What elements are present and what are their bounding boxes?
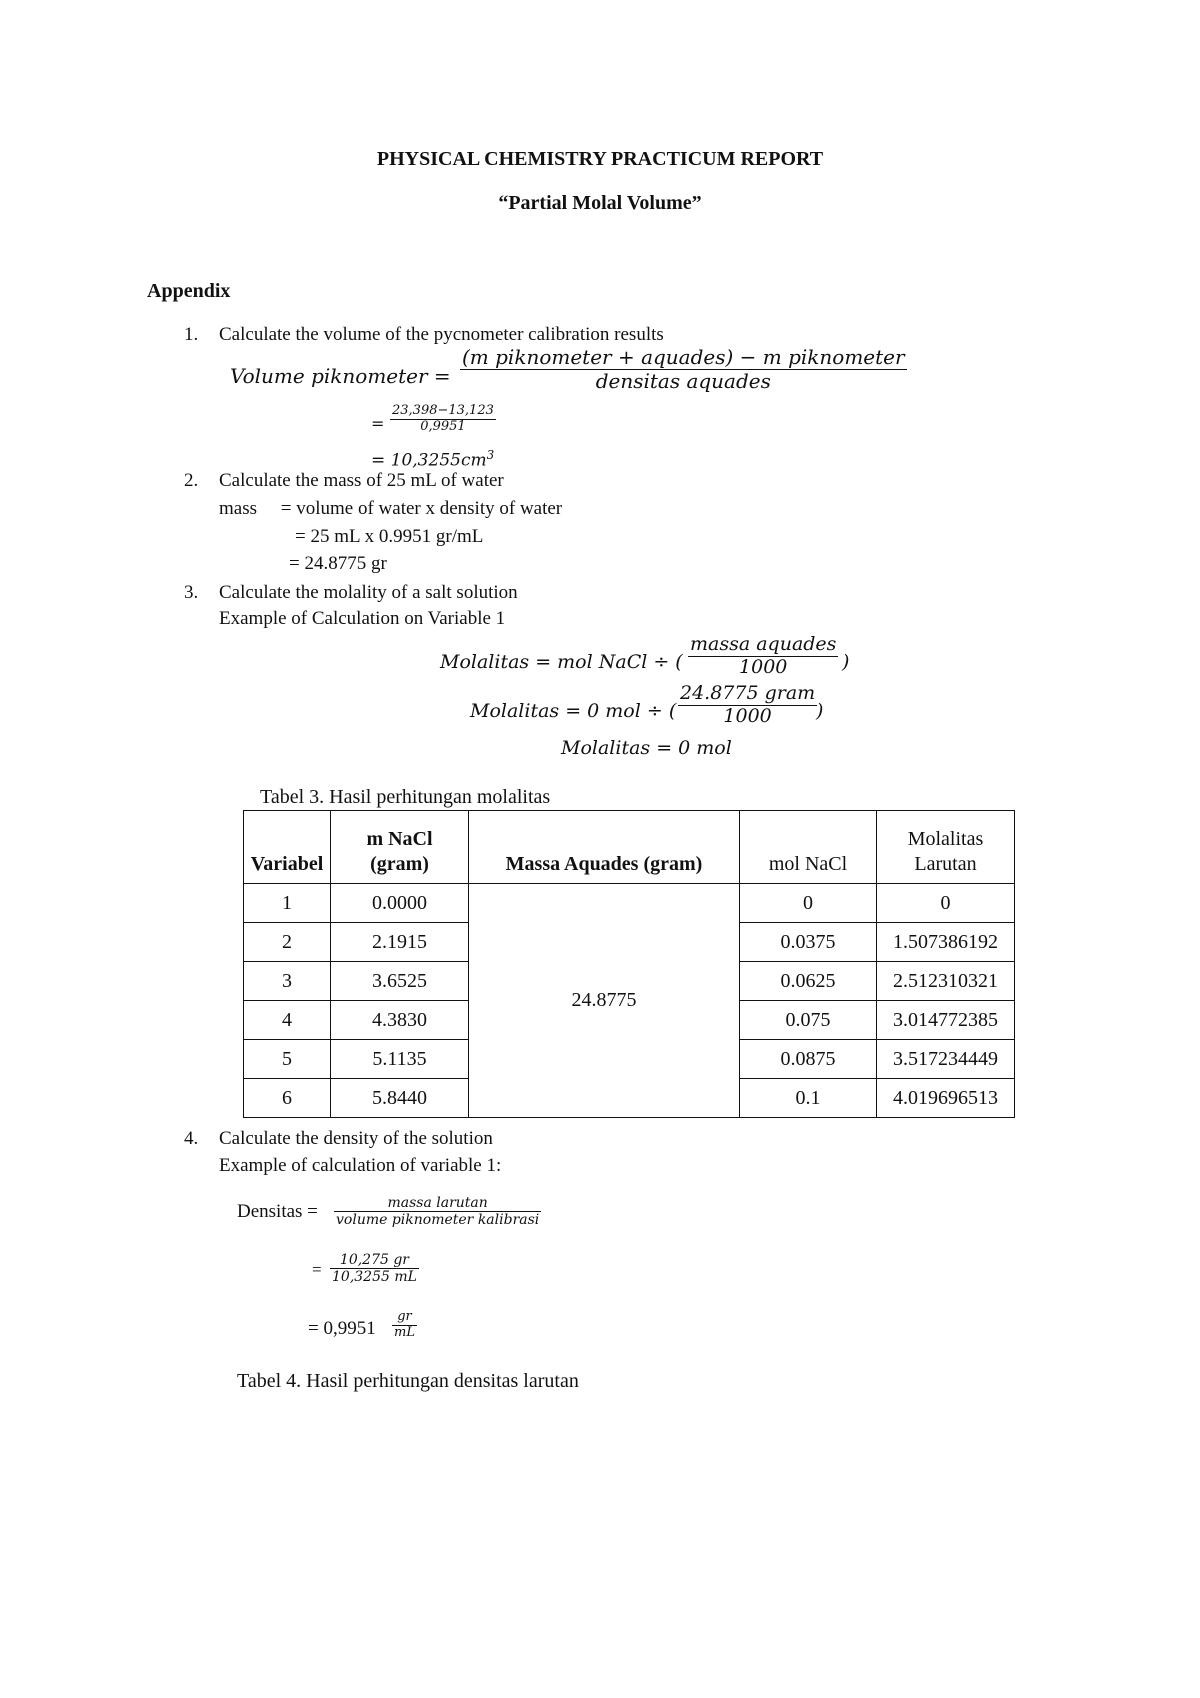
report-title: PHYSICAL CHEMISTRY PRACTICUM REPORT [376,148,824,170]
step2-number: 2. [184,470,199,491]
cell-m-nacl: 5.8440 [331,1079,469,1118]
cell-m-nacl: 5.1135 [331,1040,469,1079]
step1-formula-lhs: Volume piknometer = [230,364,451,388]
table-row [244,884,1015,923]
f2-denominator: 1000 [723,704,772,727]
f1-denominator: 1000 [739,655,788,678]
step4-example: Example of calculation of variable 1: [219,1155,502,1176]
molality-table [243,810,1015,1118]
step1-sub-denominator: 0,9951 [420,418,466,434]
molalitas-formula-1-lhs: Molalitas = mol NaCl ÷ ( [440,651,683,673]
cell-mol-nacl: 0.1 [740,1079,877,1118]
densitas-lhs: Densitas = [237,1201,318,1222]
step3-text: Calculate the molality of a salt solution [219,582,518,603]
molalitas-formula-2-rparen: ) [816,700,824,722]
cell-variabel: 4 [244,1001,331,1040]
cell-m-nacl: 3.6525 [331,962,469,1001]
cell-mol-nacl: 0.0875 [740,1040,877,1079]
cell-molalitas: 0 [877,884,1015,923]
cell-molalitas: 4.019696513 [877,1079,1015,1118]
col-header-m-nacl: m NaCl (gram) [331,811,469,884]
col-header-molalitas: Molalitas Larutan [877,811,1015,884]
step1-sub-numerator: 23,398−13,123 [392,403,494,418]
cell-mol-nacl: 0.0375 [740,923,877,962]
cell-molalitas: 2.512310321 [877,962,1015,1001]
densitas-sub-denominator: 10,3255 mL [332,1269,417,1286]
col-header-variabel: Variabel [244,811,331,884]
col-header-massa-aquades: Massa Aquades (gram) [469,811,740,884]
step2-line3: = 24.8775 gr [289,553,387,574]
step1-denominator: densitas aquades [595,369,771,393]
step3-number: 3. [184,582,199,603]
table4-caption: Tabel 4. Hasil perhitungan densitas larutan [237,1370,579,1392]
step1-formula-fraction [460,346,907,393]
step4-number: 4. [184,1128,199,1149]
unit-numerator: gr [397,1309,412,1324]
cell-molalitas: 1.507386192 [877,923,1015,962]
table3-caption: Tabel 3. Hasil perhitungan molalitas [260,786,551,808]
densitas-denominator: volume piknometer kalibrasi [336,1212,540,1229]
step3-example: Example of Calculation on Variable 1 [219,608,506,629]
molalitas-formula-2-fraction [678,683,817,728]
molalitas-formula-1-rparen: ) [842,651,850,673]
step1-number: 1. [184,324,199,345]
cell-mol-nacl: 0.075 [740,1001,877,1040]
cell-mol-nacl: 0.0625 [740,962,877,1001]
cell-mol-nacl: 0 [740,884,877,923]
densitas-substitution [330,1252,419,1285]
step1-result-exponent: 3 [486,448,495,462]
cell-m-nacl: 2.1915 [331,923,469,962]
densitas-result-unit [392,1310,417,1341]
cell-molalitas: 3.517234449 [877,1040,1015,1079]
unit-denominator: mL [394,1324,415,1340]
cell-massa-aquades: 24.8775 [469,884,740,1118]
molalitas-formula-1-fraction [688,634,838,679]
table-header-row [244,811,1015,884]
cell-molalitas: 3.014772385 [877,1001,1015,1040]
step1-result-value: = 10,3255cm [371,450,487,471]
densitas-sub-numerator: 10,275 gr [339,1252,409,1268]
cell-variabel: 1 [244,884,331,923]
densitas-eq: = [312,1260,322,1279]
densitas-result: = 0,9951 [308,1318,376,1339]
molalitas-formula-3: Molalitas = 0 mol [561,737,732,759]
appendix-heading: Appendix [147,280,231,302]
step1-eq: = [371,414,385,433]
molalitas-formula-2-lhs: Molalitas = 0 mol ÷ ( [470,700,677,722]
cell-m-nacl: 0.0000 [331,884,469,923]
step2-text: Calculate the mass of 25 mL of water [219,470,504,491]
cell-m-nacl: 4.3830 [331,1001,469,1040]
densitas-numerator: massa larutan [387,1195,488,1211]
cell-variabel: 3 [244,962,331,1001]
report-subtitle: “Partial Molal Volume” [498,192,702,214]
cell-variabel: 2 [244,923,331,962]
f1-numerator: massa aquades [690,633,837,655]
cell-variabel: 5 [244,1040,331,1079]
step4-text: Calculate the density of the solution [219,1128,493,1149]
col-header-mol-nacl: mol NaCl [740,811,877,884]
step2-line2: = 25 mL x 0.9951 gr/mL [295,526,484,547]
cell-variabel: 6 [244,1079,331,1118]
densitas-fraction [334,1195,541,1228]
f2-numerator: 24.8775 gram [680,682,816,704]
step1-text: Calculate the volume of the pycnometer calibration results [219,324,664,345]
step1-substitution [390,404,496,435]
step1-result [371,448,494,471]
step1-numerator: (m piknometer + aquades) − m piknometer [462,345,905,369]
step2-line1: mass = volume of water x density of water [219,498,563,519]
